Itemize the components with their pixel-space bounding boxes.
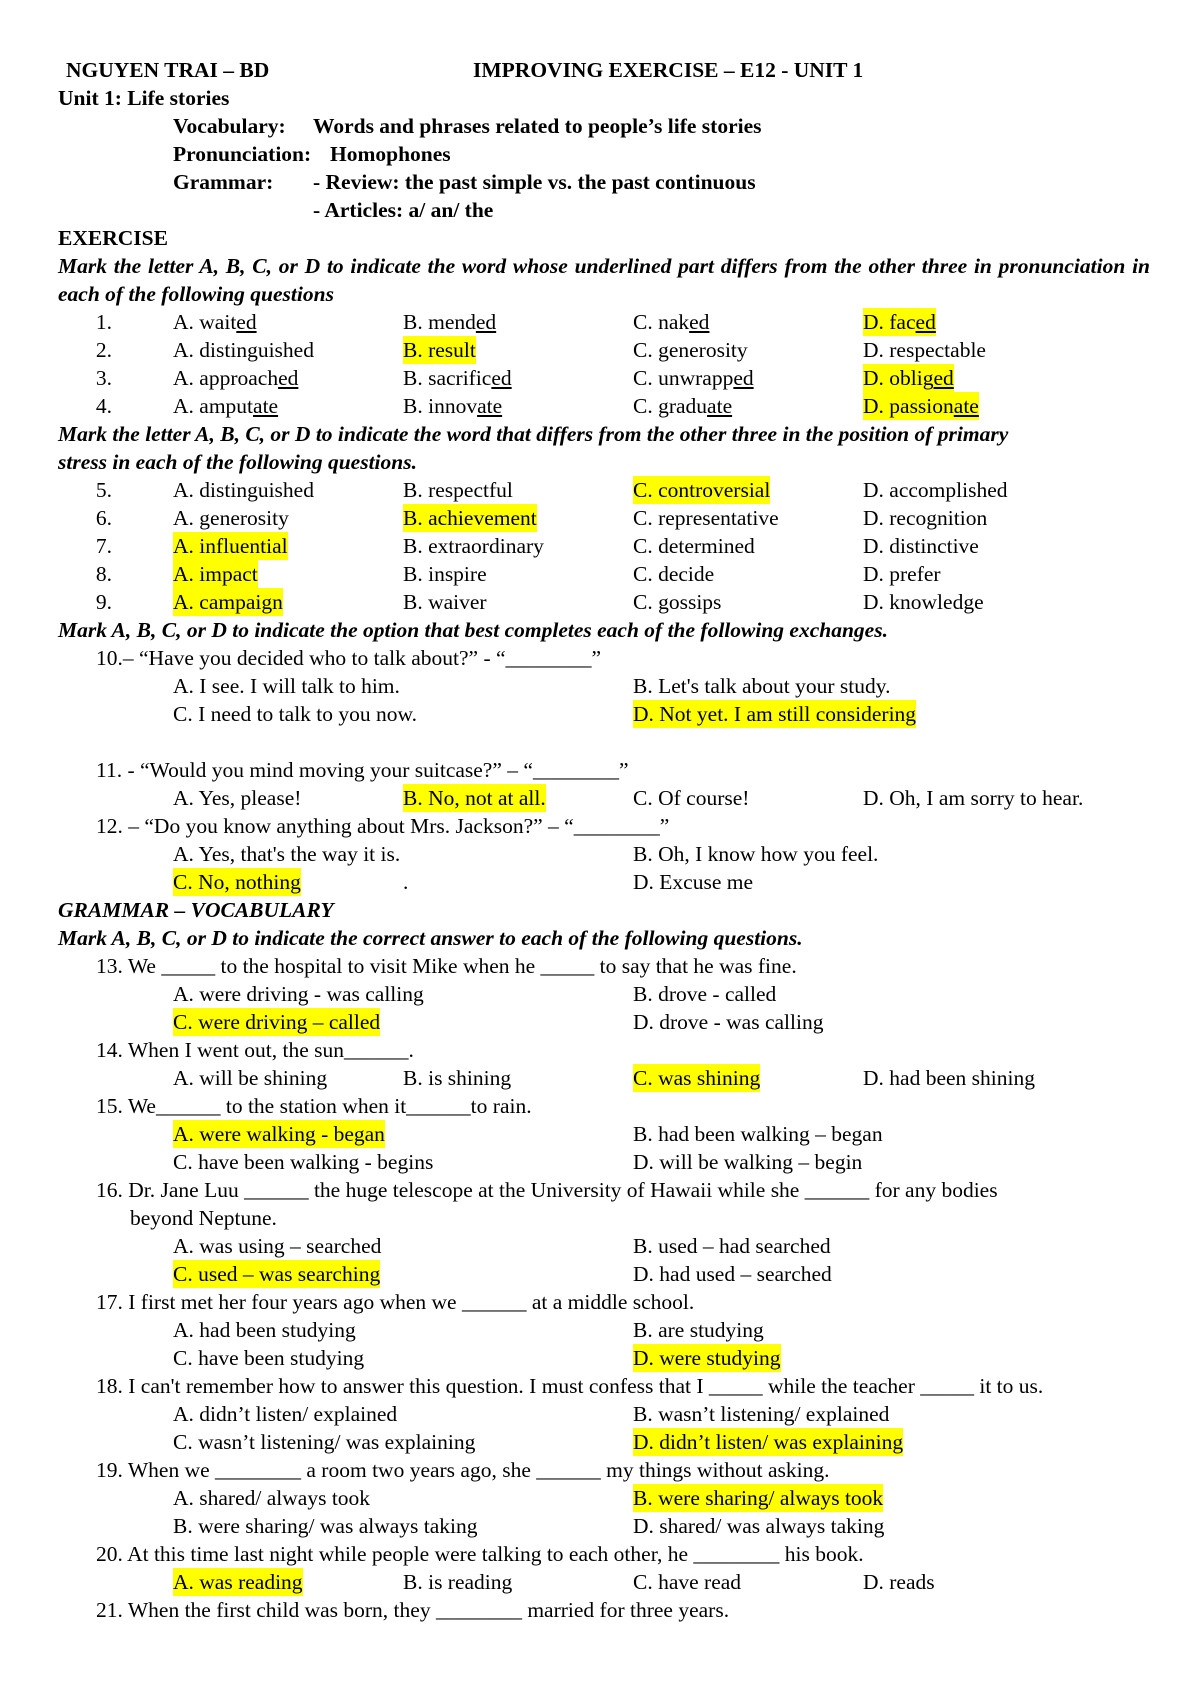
q13-option-b: B. drove - called xyxy=(633,982,777,1006)
exchanges-instruction: Mark A, B, C, or D to indicate the option that best completes each of the following exchanges. xyxy=(58,618,888,642)
q16-stem-line-1: 16. Dr. Jane Luu ______ the huge telescope at the University of Hawaii while she ______ for any bodies xyxy=(96,1178,998,1202)
q5-option-c-answer: C. controversial xyxy=(633,478,771,502)
q3-option-c: C. unwrapped xyxy=(633,366,754,390)
q10-option-a: A. I see. I will talk to him. xyxy=(173,674,400,698)
q11-option-b-answer: B. No, not at all. xyxy=(403,786,546,810)
q1-number: 1. xyxy=(95,310,112,334)
q16-stem-line-2: beyond Neptune. xyxy=(130,1206,277,1230)
q17-option-d-answer: D. were studying xyxy=(633,1346,781,1370)
q18-option-a: A. didn’t listen/ explained xyxy=(173,1402,398,1426)
q17-option-a: A. had been studying xyxy=(173,1318,356,1342)
q3-option-b: B. sacrificed xyxy=(403,366,512,390)
q12-option-a: A. Yes, that's the way it is. xyxy=(173,842,401,866)
q2-number: 2. xyxy=(95,338,112,362)
unit-title: Unit 1: Life stories xyxy=(58,86,230,110)
grammar-label: Grammar: xyxy=(173,170,274,194)
q18-option-b: B. wasn’t listening/ explained xyxy=(633,1402,890,1426)
q1-option-d-answer: D. faced xyxy=(863,310,936,334)
document-title: IMPROVING EXERCISE – E12 - UNIT 1 xyxy=(473,58,864,82)
q16-option-d: D. had used – searched xyxy=(633,1262,832,1286)
q10-option-c: C. I need to talk to you now. xyxy=(173,702,418,726)
q7-option-b: B. extraordinary xyxy=(403,534,544,558)
q16-option-c-answer: C. used – was searching xyxy=(173,1262,381,1286)
q2-option-c: C. generosity xyxy=(633,338,748,362)
stress-instruction-line-2: stress in each of the following questions. xyxy=(58,450,417,474)
q2-option-a: A. distinguished xyxy=(173,338,314,362)
q1-option-a: A. waited xyxy=(173,310,257,334)
q13-stem: 13. We _____ to the hospital to visit Mike when he _____ to say that he was fine. xyxy=(96,954,797,978)
q7-option-c: C. determined xyxy=(633,534,755,558)
pron-text: Homophones xyxy=(330,142,451,166)
grammar-text-1: - Review: the past simple vs. the past continuous xyxy=(313,170,756,194)
q9-option-c: C. gossips xyxy=(633,590,722,614)
q7-option-a-answer: A. influential xyxy=(173,534,288,558)
q20-stem: 20. At this time last night while people were talking to each other, he ________ his book. xyxy=(96,1542,864,1566)
q14-option-a: A. will be shining xyxy=(173,1066,328,1090)
q13-option-c-answer: C. were driving – called xyxy=(173,1010,381,1034)
pron-label: Pronunciation: xyxy=(173,142,312,166)
q5-number: 5. xyxy=(95,478,112,502)
q8-option-a-answer: A. impact xyxy=(173,562,258,586)
q19-option-a: A. shared/ always took xyxy=(173,1486,371,1510)
q20-option-c: C. have read xyxy=(633,1570,742,1594)
q12-option-b: B. Oh, I know how you feel. xyxy=(633,842,879,866)
q9-number: 9. xyxy=(95,590,112,614)
q20-option-b: B. is reading xyxy=(403,1570,513,1594)
q12-stem: 12. – “Do you know anything about Mrs. Jackson?” – “________” xyxy=(96,814,670,838)
q13-option-a: A. were driving - was calling xyxy=(173,982,424,1006)
q11-option-a: A. Yes, please! xyxy=(173,786,302,810)
q18-stem: 18. I can't remember how to answer this question. I must confess that I _____ while the teacher _____ it to us. xyxy=(96,1374,1044,1398)
q4-number: 4. xyxy=(95,394,112,418)
q5-option-d: D. accomplished xyxy=(863,478,1008,502)
q5-option-b: B. respectful xyxy=(403,478,513,502)
exercise-heading: EXERCISE xyxy=(58,226,168,250)
q13-option-d: D. drove - was calling xyxy=(633,1010,824,1034)
q14-option-c-answer: C. was shining xyxy=(633,1066,761,1090)
q12-dot: . xyxy=(403,870,409,894)
q3-option-d-answer: D. obliged xyxy=(863,366,954,390)
q6-option-d: D. recognition xyxy=(863,506,988,530)
q4-option-b: B. innovate xyxy=(403,394,503,418)
school-name: NGUYEN TRAI – BD xyxy=(66,58,270,82)
q10-stem: 10.– “Have you decided who to talk about?” - “________” xyxy=(96,646,602,670)
q6-option-a: A. generosity xyxy=(173,506,289,530)
q6-option-c: C. representative xyxy=(633,506,779,530)
q14-stem: 14. When I went out, the sun______. xyxy=(96,1038,414,1062)
q2-option-b-answer: B. result xyxy=(403,338,476,362)
q17-option-c: C. have been studying xyxy=(173,1346,365,1370)
q4-option-a: A. amputate xyxy=(173,394,279,418)
q21-stem: 21. When the first child was born, they ________ married for three years. xyxy=(96,1598,730,1622)
grammar-vocabulary-instruction: Mark A, B, C, or D to indicate the correct answer to each of the following questions. xyxy=(58,926,803,950)
stress-instruction-line-1: Mark the letter A, B, C, or D to indicate the word that differs from the other three in the position of primary xyxy=(58,422,1009,446)
q14-option-d: D. had been shining xyxy=(863,1066,1035,1090)
q15-option-b: B. had been walking – began xyxy=(633,1122,883,1146)
q17-stem: 17. I first met her four years ago when we ______ at a middle school. xyxy=(96,1290,695,1314)
grammar-vocabulary-heading: GRAMMAR – VOCABULARY xyxy=(58,898,334,922)
q19-option-c: B. were sharing/ was always taking xyxy=(173,1514,478,1538)
q17-option-b: B. are studying xyxy=(633,1318,764,1342)
vocab-text: Words and phrases related to people’s life stories xyxy=(313,114,762,138)
q10-option-d-answer: D. Not yet. I am still considering xyxy=(633,702,917,726)
q18-option-d-answer: D. didn’t listen/ was explaining xyxy=(633,1430,904,1454)
q14-option-b: B. is shining xyxy=(403,1066,512,1090)
q19-option-d: D. shared/ was always taking xyxy=(633,1514,885,1538)
q6-number: 6. xyxy=(95,506,112,530)
q15-stem: 15. We______ to the station when it______to rain. xyxy=(96,1094,532,1118)
q4-option-c: C. graduate xyxy=(633,394,733,418)
q20-option-a-answer: A. was reading xyxy=(173,1570,303,1594)
q7-number: 7. xyxy=(95,534,112,558)
q11-option-d: D. Oh, I am sorry to hear. xyxy=(863,786,1084,810)
q8-option-d: D. prefer xyxy=(863,562,941,586)
q8-number: 8. xyxy=(95,562,112,586)
q20-option-d: D. reads xyxy=(863,1570,935,1594)
q1-option-c: C. naked xyxy=(633,310,710,334)
vocab-label: Vocabulary: xyxy=(173,114,286,138)
q12-option-d: D. Excuse me xyxy=(633,870,754,894)
q2-option-d: D. respectable xyxy=(863,338,986,362)
q7-option-d: D. distinctive xyxy=(863,534,979,558)
pronunciation-instruction: Mark the letter A, B, C, or D to indicate the word whose underlined part differs from the other three in pronunciation in each of the following questions xyxy=(58,254,1150,306)
q12-option-c-answer: C. No, nothing xyxy=(173,870,301,894)
q6-option-b-answer: B. achievement xyxy=(403,506,537,530)
q9-option-a-answer: A. campaign xyxy=(173,590,283,614)
q8-option-b: B. inspire xyxy=(403,562,487,586)
q3-number: 3. xyxy=(95,366,112,390)
q4-option-d-answer: D. passionate xyxy=(863,394,979,418)
q11-option-c: C. Of course! xyxy=(633,786,750,810)
q19-option-b-answer: B. were sharing/ always took xyxy=(633,1486,884,1510)
q5-option-a: A. distinguished xyxy=(173,478,314,502)
q16-option-a: A. was using – searched xyxy=(173,1234,382,1258)
q3-option-a: A. approached xyxy=(173,366,299,390)
q19-stem: 19. When we ________ a room two years ago, she ______ my things without asking. xyxy=(96,1458,830,1482)
q8-option-c: C. decide xyxy=(633,562,715,586)
q16-option-b: B. used – had searched xyxy=(633,1234,831,1258)
q15-option-a-answer: A. were walking - began xyxy=(173,1122,385,1146)
q18-option-c: C. wasn’t listening/ was explaining xyxy=(173,1430,476,1454)
q15-option-d: D. will be walking – begin xyxy=(633,1150,863,1174)
q15-option-c: C. have been walking - begins xyxy=(173,1150,434,1174)
q1-option-b: B. mended xyxy=(403,310,497,334)
q10-option-b: B. Let's talk about your study. xyxy=(633,674,891,698)
q9-option-b: B. waiver xyxy=(403,590,487,614)
q9-option-d: D. knowledge xyxy=(863,590,984,614)
q11-stem: 11. - “Would you mind moving your suitcase?” – “________” xyxy=(96,758,629,782)
grammar-text-2: - Articles: a/ an/ the xyxy=(313,198,494,222)
